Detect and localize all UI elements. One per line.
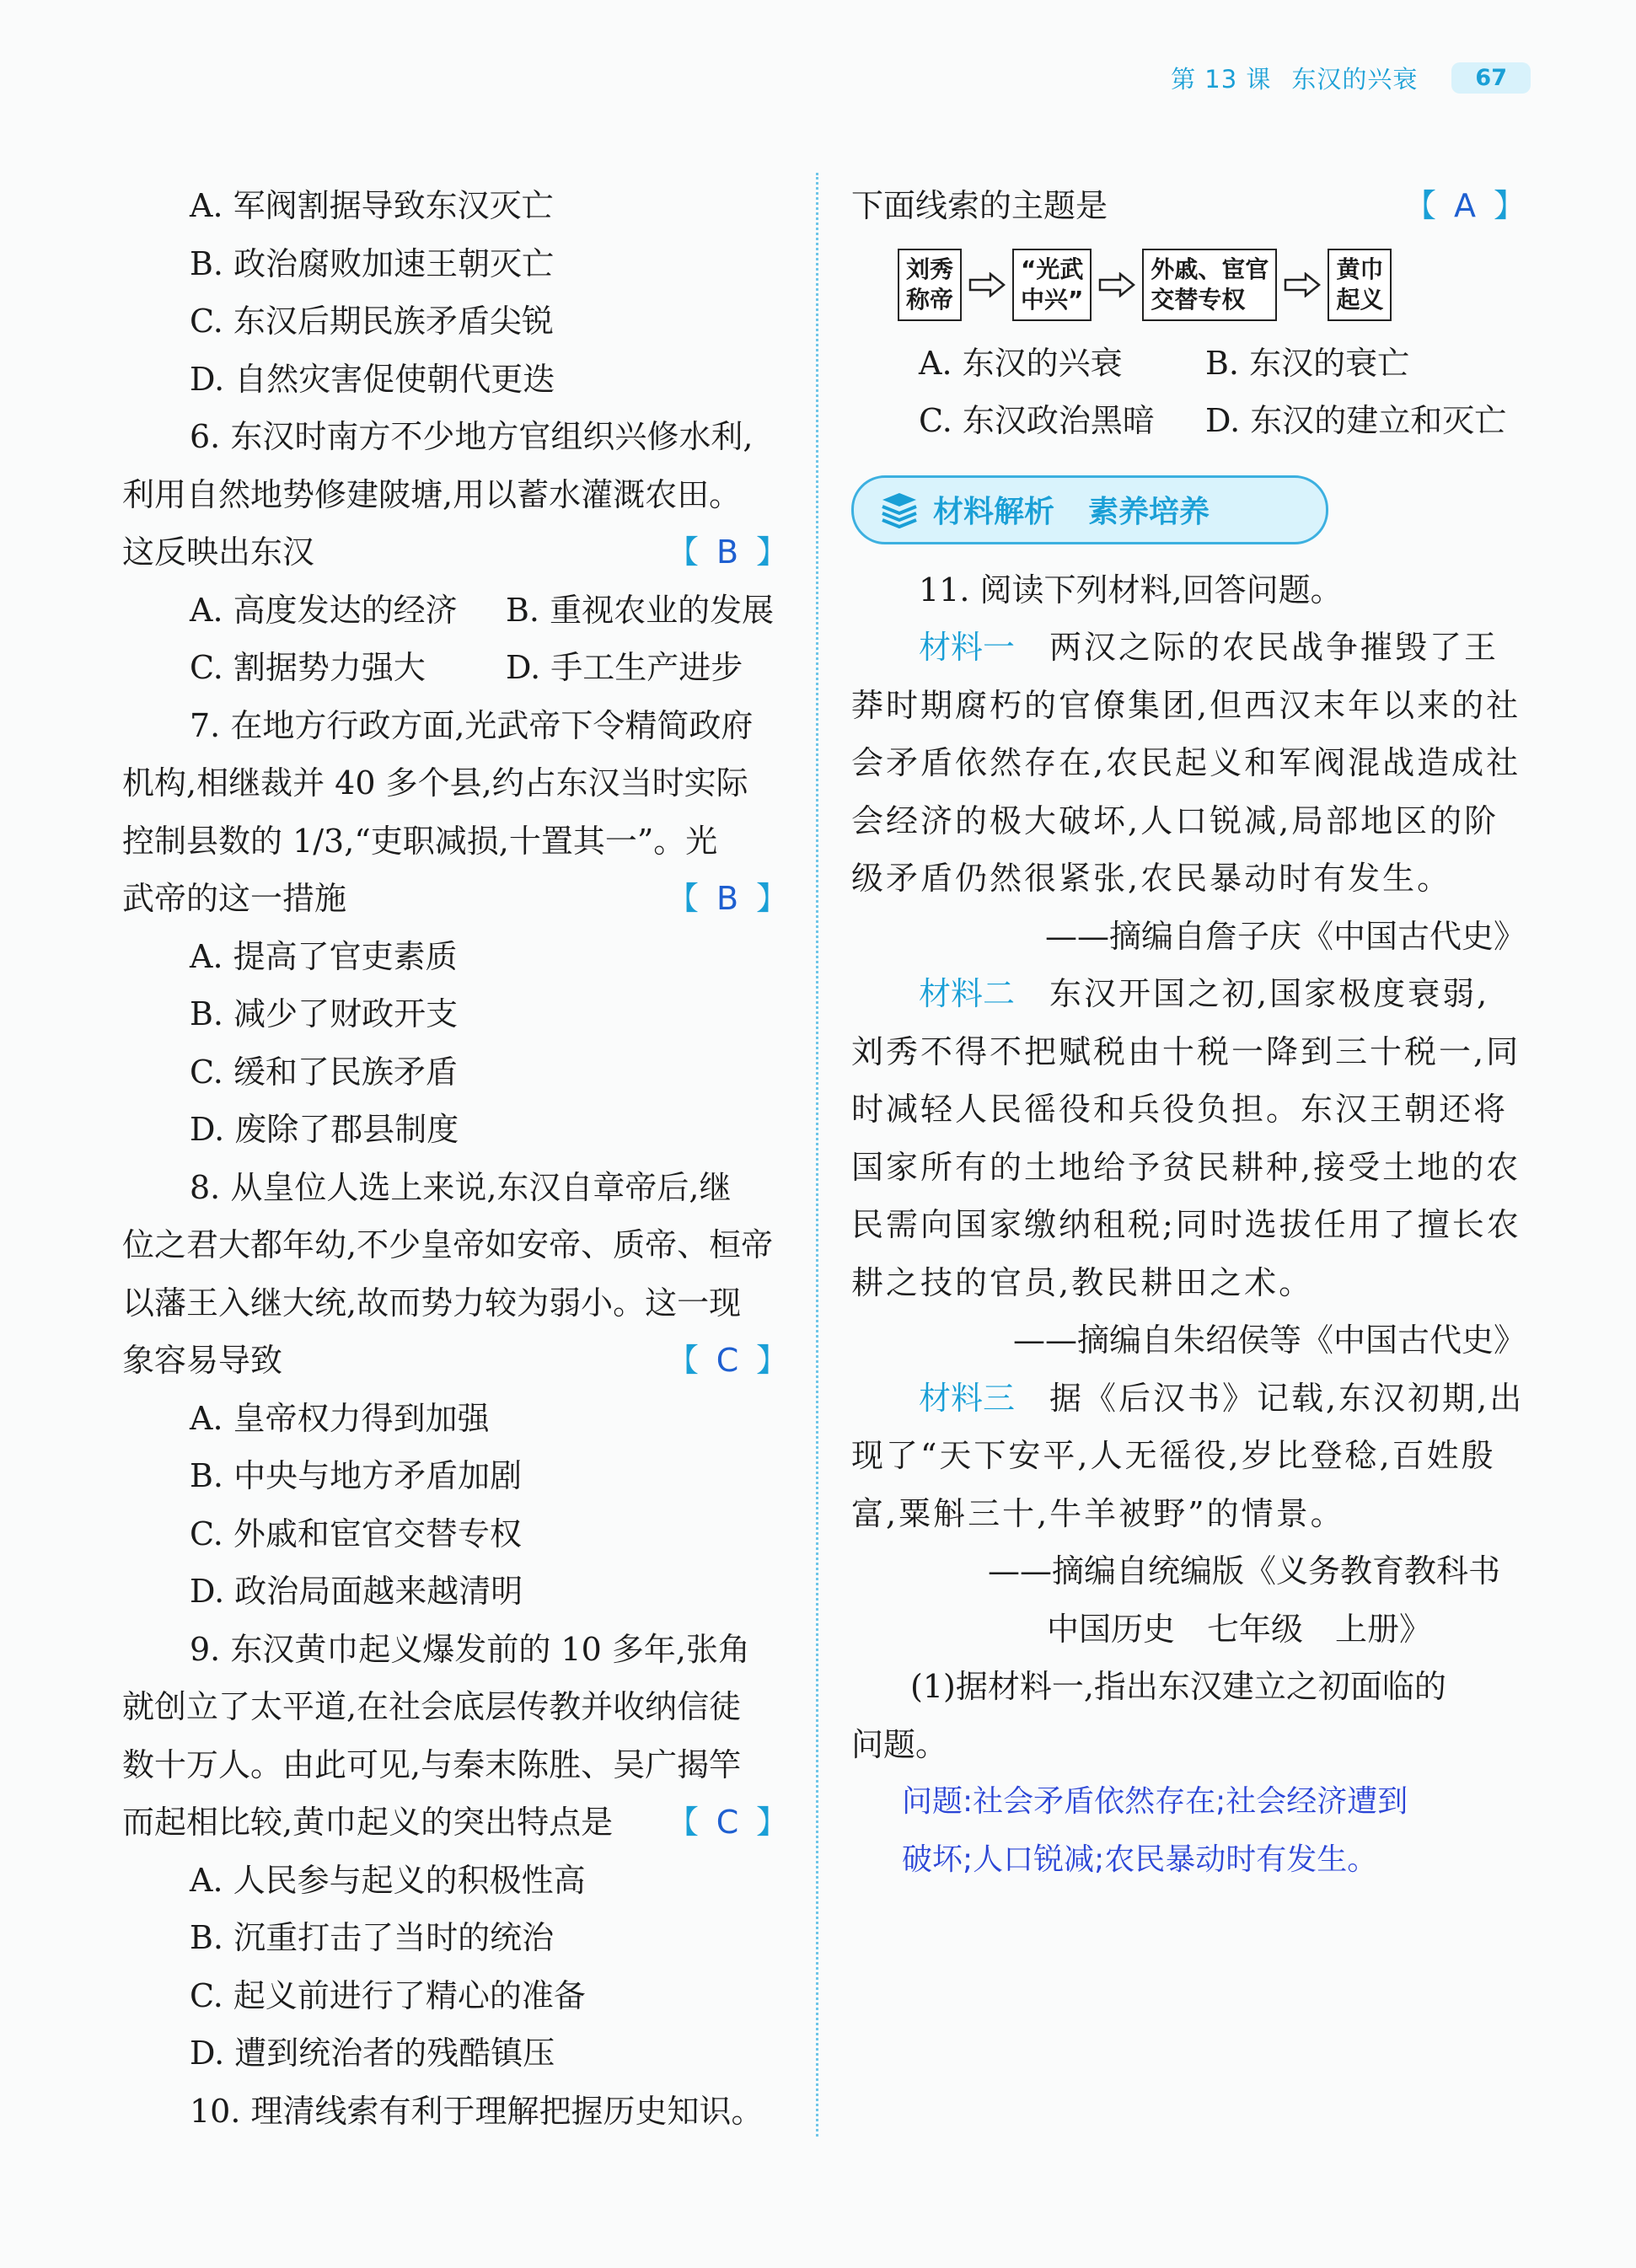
material2-line: 刘秀不得不把赋税由十税一降到三十税一,同	[851, 1032, 1521, 1070]
arrow-right-icon	[1098, 272, 1135, 298]
material2-text: 东汉开国之初,国家极度衰弱,	[1049, 975, 1490, 1012]
book-stack-icon	[879, 491, 920, 528]
q10-stem-line	[851, 177, 1526, 235]
material2-line: 耕之技的官员,教民耕田之术。	[851, 1263, 1314, 1301]
material3-label: 材料三	[919, 1379, 1016, 1417]
section-banner	[851, 475, 1328, 544]
q10-options-row	[851, 335, 1526, 393]
q6-option-a: A. 高度发达的经济	[190, 591, 458, 629]
column-divider	[816, 173, 818, 2137]
q6-stem-text: 这反映出东汉	[122, 533, 315, 571]
flow-box-text: 中兴”	[1021, 285, 1084, 314]
material1-line: 级矛盾仍然很紧张,农民暴动时有发生。	[851, 860, 1452, 897]
q6-answer: 【 B 】	[667, 523, 788, 582]
material2-line: 国家所有的土地给予贫民耕种,接受土地的农	[851, 1148, 1521, 1186]
q6-stem-line	[122, 523, 788, 582]
left-column	[122, 177, 788, 2140]
page-header	[1171, 61, 1531, 95]
q11-intro: 11. 阅读下列材料,回答问题。	[919, 571, 1343, 609]
q8-stem-line: 8. 从皇位人选上来说,东汉自章帝后,继	[190, 1168, 732, 1206]
flow-box-text: 刘秀	[906, 255, 954, 283]
flow-box-huangjin	[1328, 249, 1392, 321]
q8-stem-line: 位之君大都年幼,不少皇帝如安帝、质帝、桓帝	[122, 1226, 774, 1263]
flow-box-text: 黄巾	[1336, 255, 1384, 283]
q8-stem-line	[122, 1332, 788, 1390]
material3-source: 中国历史 七年级 上册》	[1046, 1610, 1431, 1648]
material2-line	[851, 965, 1526, 1023]
q10-option-d: D. 东汉的建立和灭亡	[1205, 402, 1507, 439]
material3-line	[851, 1370, 1526, 1428]
q7-option-d: D. 废除了郡县制度	[190, 1111, 459, 1148]
material3-line: 现了“天下安平,人无徭役,岁比登稔,百姓殷	[851, 1437, 1496, 1474]
q9-answer-value: C	[716, 1804, 739, 1841]
q8-stem-text: 象容易导致	[122, 1342, 283, 1379]
q8-option-d: D. 政治局面越来越清明	[190, 1573, 523, 1610]
q10-stem-line: 10. 理清线索有利于理解把握历史知识。	[190, 2092, 764, 2130]
flow-box-zhuanquan	[1142, 249, 1277, 321]
material2-source: ——摘编自朱绍侯等《中国古代史》	[1012, 1322, 1526, 1359]
material1-line: 会矛盾依然存在,农民起义和军阀混战造成社	[851, 744, 1521, 781]
q7-option-b: B. 减少了财政开支	[190, 995, 459, 1032]
q10-stem-text: 下面线索的主题是	[851, 187, 1108, 224]
material1-line: 会经济的极大破坏,人口锐减,局部地区的阶	[851, 802, 1499, 839]
q6-option-b: B. 重视农业的发展	[506, 591, 775, 629]
lesson-number: 第 13 课	[1171, 65, 1272, 94]
right-column	[851, 177, 1526, 1889]
lesson-title: 东汉的兴衰	[1291, 65, 1419, 94]
q7-stem-text: 武帝的这一措施	[122, 880, 347, 917]
q7-stem-line: 7. 在地方行政方面,光武帝下令精简政府	[190, 706, 754, 744]
q7-stem-line: 控制县数的 1/3,“吏职减损,十置其一”。光	[122, 822, 718, 860]
q11-1-answer-line: 破坏;人口锐减;农民暴动时有发生。	[902, 1842, 1378, 1877]
flow-box-text: 称帝	[906, 285, 954, 314]
flow-box-text: 交替专权	[1151, 285, 1246, 314]
q7-stem-line	[122, 870, 788, 928]
flow-box-text: 外戚、宦官	[1151, 255, 1269, 283]
material1-line: 莽时期腐朽的官僚集团,但西汉末年以来的社	[851, 686, 1521, 724]
q10-option-a: A. 东汉的兴衰	[919, 344, 1123, 382]
timeline-flowchart	[851, 235, 1526, 335]
q9-stem-line: 就创立了太平道,在社会底层传教并收纳信徒	[122, 1688, 742, 1725]
flow-box-liuxiu	[898, 249, 962, 321]
q11-1-stem-line: (1)据材料一,指出东汉建立之初面临的	[910, 1668, 1446, 1705]
flow-box-text: “光武	[1021, 255, 1084, 283]
material2-line: 时减轻人民徭役和兵役负担。东汉王朝还将	[851, 1091, 1509, 1128]
q8-option-c: C. 外戚和宦官交替专权	[190, 1515, 522, 1552]
q6-stem-line: 6. 东汉时南方不少地方官组织兴修水利,	[190, 418, 754, 455]
q6-option-d: D. 手工生产进步	[506, 649, 743, 686]
arrow-right-icon	[1284, 272, 1321, 298]
material1-text: 两汉之际的农民战争摧毁了王	[1049, 629, 1499, 666]
arrow-right-icon	[968, 272, 1006, 298]
material3-line: 富,粟斛三十,牛羊被野”的情景。	[851, 1494, 1345, 1532]
q9-answer: 【 C 】	[667, 1793, 788, 1852]
q9-stem-line	[122, 1793, 788, 1852]
q7-option-c: C. 缓和了民族矛盾	[190, 1053, 458, 1091]
q10-answer-value: A	[1453, 187, 1476, 224]
q6-answer-value: B	[716, 533, 739, 571]
q9-option-c: C. 起义前进行了精心的准备	[190, 1976, 586, 2014]
q6-options-row	[122, 639, 788, 697]
q8-stem-line: 以藩王入继大统,故而势力较为弱小。这一现	[122, 1284, 742, 1322]
q8-option-b: B. 中央与地方矛盾加剧	[190, 1457, 523, 1494]
q10-option-c: C. 东汉政治黑暗	[919, 402, 1155, 439]
q11-1-stem-line: 问题。	[851, 1725, 948, 1763]
q11-1-answer-line: 问题:社会矛盾依然存在;社会经济遭到	[902, 1784, 1408, 1819]
q8-answer-value: C	[716, 1342, 739, 1379]
material2-label: 材料二	[919, 975, 1016, 1012]
q10-options-row	[851, 392, 1526, 450]
q7-option-a: A. 提高了官吏素质	[190, 937, 458, 975]
q7-stem-line: 机构,相继裁并 40 多个县,约占东汉当时实际	[122, 764, 748, 802]
section-title-part1: 材料解析	[933, 495, 1055, 529]
material3-source: ——摘编自统编版《义务教育教科书	[987, 1552, 1500, 1590]
q7-answer: 【 B 】	[667, 870, 788, 928]
material3-text: 据《后汉书》记载,东汉初期,出	[1049, 1379, 1525, 1417]
q7-answer-value: B	[716, 880, 739, 917]
material1-source: ——摘编自詹子庆《中国古代史》	[1044, 917, 1526, 955]
q8-option-a: A. 皇帝权力得到加强	[190, 1399, 490, 1437]
section-title-part2: 素养培养	[1088, 495, 1210, 529]
q5-option-d: D. 自然灾害促使朝代更迭	[190, 360, 555, 398]
q5-option-b: B. 政治腐败加速王朝灭亡	[190, 244, 555, 282]
q6-options-row	[122, 582, 788, 640]
q9-stem-line: 9. 东汉黄巾起义爆发前的 10 多年,张角	[190, 1630, 750, 1668]
q5-option-c: C. 东汉后期民族矛盾尖锐	[190, 303, 554, 340]
q10-answer: 【 A 】	[1404, 177, 1526, 235]
material1-line	[851, 619, 1526, 677]
q9-option-b: B. 沉重打击了当时的统治	[190, 1919, 555, 1956]
flow-box-zhongxing	[1012, 249, 1092, 321]
q9-stem-line: 数十万人。由此可见,与秦末陈胜、吴广揭竿	[122, 1745, 742, 1783]
flow-box-text: 起义	[1336, 285, 1384, 314]
q6-stem-line: 利用自然地势修建陂塘,用以蓄水灌溉农田。	[122, 475, 742, 513]
q6-option-c: C. 割据势力强大	[190, 649, 426, 686]
q8-answer: 【 C 】	[667, 1332, 788, 1390]
q9-option-a: A. 人民参与起义的积极性高	[190, 1861, 586, 1899]
page-number: 67	[1451, 62, 1531, 94]
lesson-heading	[1171, 61, 1418, 95]
q9-stem-text: 而起相比较,黄巾起义的突出特点是	[122, 1804, 614, 1841]
q10-option-b: B. 东汉的衰亡	[1205, 344, 1410, 382]
material2-line: 民需向国家缴纳租税;同时选拔任用了擅长农	[851, 1206, 1521, 1243]
q5-option-a: A. 军阀割据导致东汉灭亡	[190, 187, 554, 224]
material1-label: 材料一	[919, 629, 1016, 666]
q9-option-d: D. 遭到统治者的残酷镇压	[190, 2035, 555, 2072]
